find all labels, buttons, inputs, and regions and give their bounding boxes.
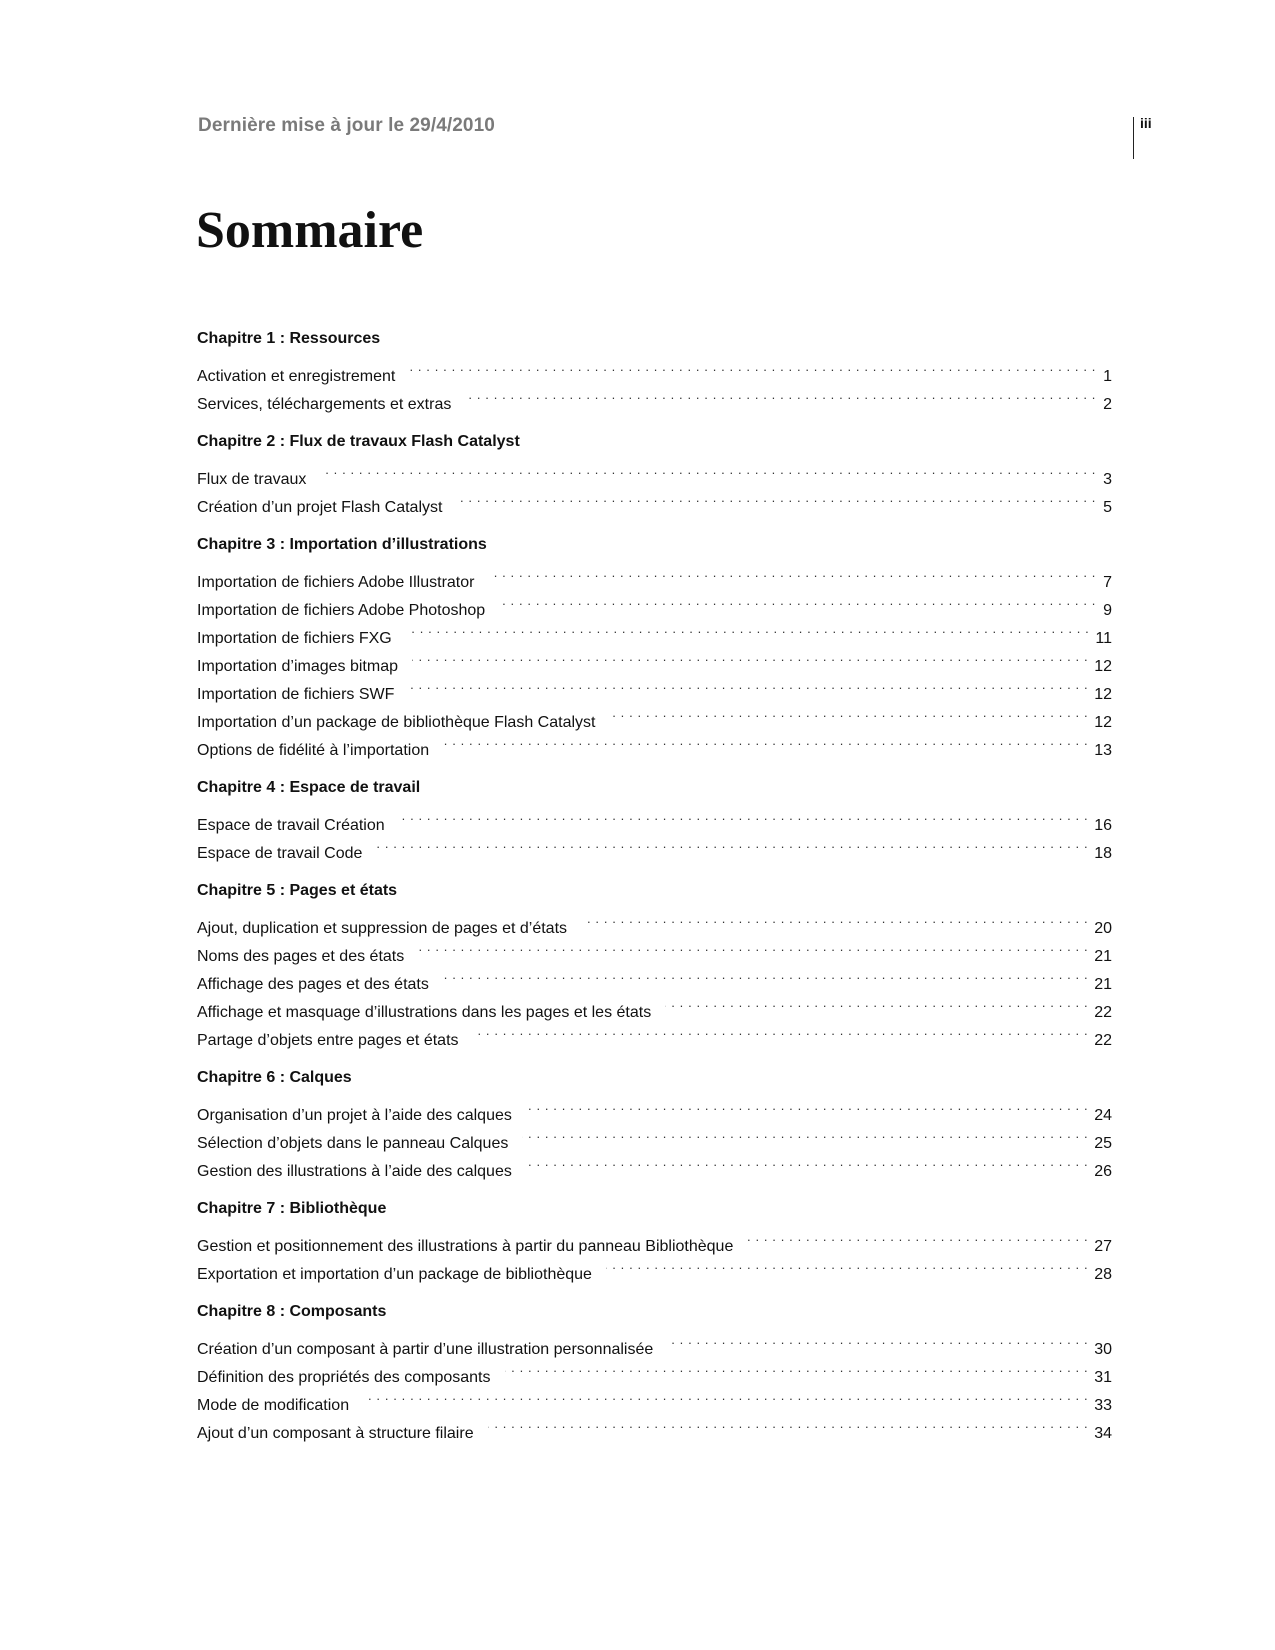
toc-entry[interactable] (197, 559, 1112, 591)
toc-entry-label: Affichage et masquage d’illustrations dans les pages et les états (197, 1004, 652, 1021)
toc-chapter (197, 877, 1112, 1049)
toc-chapter (197, 1064, 1112, 1180)
dot-leader (526, 1092, 1088, 1120)
toc-entry-label: Importation d’images bitmap (197, 658, 398, 675)
toc-entry-label: Exportation et importation d’un package de bibliothèque (197, 1266, 592, 1283)
dot-leader (667, 1326, 1088, 1354)
toc-entry-page-number: 26 (1094, 1163, 1112, 1180)
toc-entry-label: Espace de travail Création (197, 817, 385, 834)
dot-leader (609, 699, 1088, 727)
dot-leader (606, 1251, 1088, 1279)
toc-entry-label: Activation et enregistrement (197, 368, 396, 385)
toc-entry-page-number: 12 (1094, 714, 1112, 731)
toc-entry-page-number: 30 (1094, 1341, 1112, 1358)
toc-entry[interactable] (197, 1326, 1112, 1358)
toc-entry-page-number: 16 (1094, 817, 1112, 834)
toc-entry-page-number: 20 (1094, 920, 1112, 937)
header-divider (1133, 117, 1134, 159)
toc-entry-page-number: 13 (1094, 742, 1112, 759)
toc-entry-page-number: 25 (1094, 1135, 1112, 1152)
table-of-contents (197, 325, 1112, 1457)
toc-entry-label: Importation de fichiers SWF (197, 686, 395, 703)
toc-entry-page-number: 1 (1103, 368, 1112, 385)
toc-entry-label: Importation de fichiers Adobe Photoshop (197, 602, 486, 619)
toc-chapter (197, 531, 1112, 759)
toc-chapter (197, 1195, 1112, 1283)
chapter-title[interactable]: Chapitre 2 : Flux de travaux Flash Catalyst (197, 433, 520, 450)
chapter-title[interactable]: Chapitre 8 : Composants (197, 1303, 387, 1320)
toc-entry[interactable] (197, 1092, 1112, 1124)
dot-leader (320, 456, 1096, 484)
toc-chapter (197, 1298, 1112, 1442)
dot-leader (408, 671, 1088, 699)
toc-entry-page-number: 22 (1094, 1032, 1112, 1049)
toc-entry-label: Importation de fichiers Adobe Illustrator (197, 574, 475, 591)
last-update-date: Dernière mise à jour le 29/4/2010 (198, 115, 495, 136)
toc-entry-label: Flux de travaux (197, 471, 307, 488)
dot-leader (406, 615, 1090, 643)
toc-entry-page-number: 18 (1094, 845, 1112, 862)
toc-entry-label: Options de fidélité à l’importation (197, 742, 430, 759)
toc-entry-page-number: 31 (1094, 1369, 1112, 1386)
toc-entry-label: Gestion des illustrations à l’aide des calques (197, 1163, 512, 1180)
toc-chapter (197, 774, 1112, 862)
toc-entry-page-number: 12 (1094, 686, 1112, 703)
toc-entry-page-number: 9 (1103, 602, 1112, 619)
dot-leader (465, 381, 1096, 409)
toc-entry[interactable] (197, 905, 1112, 937)
toc-entry[interactable] (197, 456, 1112, 488)
toc-chapter (197, 428, 1112, 516)
dot-leader (747, 1223, 1088, 1251)
toc-entry-page-number: 28 (1094, 1266, 1112, 1283)
dot-leader (363, 1382, 1088, 1410)
toc-entry-label: Sélection d’objets dans le panneau Calques (197, 1135, 509, 1152)
toc-entry-page-number: 5 (1103, 499, 1112, 516)
toc-entry-label: Définition des propriétés des composants (197, 1369, 491, 1386)
toc-entry-page-number: 34 (1094, 1425, 1112, 1442)
dot-leader (418, 933, 1088, 961)
dot-leader (409, 353, 1096, 381)
dot-leader (376, 830, 1088, 858)
toc-entry-label: Ajout, duplication et suppression de pages et d’états (197, 920, 568, 937)
toc-chapter (197, 325, 1112, 413)
toc-entry-label: Affichage des pages et des états (197, 976, 429, 993)
toc-entry-label: Noms des pages et des états (197, 948, 405, 965)
toc-entry-page-number: 11 (1095, 630, 1112, 647)
toc-entry[interactable] (197, 484, 1112, 516)
toc-entry-page-number: 12 (1094, 658, 1112, 675)
page-number: iii (1140, 115, 1152, 131)
toc-entry[interactable] (197, 1223, 1112, 1255)
dot-leader (443, 727, 1088, 755)
dot-leader (526, 1148, 1088, 1176)
toc-entry-label: Importation d’un package de bibliothèque Flash Catalyst (197, 714, 596, 731)
toc-entry-page-number: 21 (1094, 948, 1112, 965)
dot-leader (412, 643, 1088, 671)
toc-entry-label: Services, téléchargements et extras (197, 396, 452, 413)
page-title: Sommaire (196, 202, 424, 259)
toc-entry-label: Gestion et positionnement des illustrations à partir du panneau Bibliothèque (197, 1238, 734, 1255)
toc-entry[interactable] (197, 353, 1112, 385)
toc-entry-page-number: 33 (1094, 1397, 1112, 1414)
dot-leader (488, 559, 1096, 587)
dot-leader (499, 587, 1096, 615)
toc-entry-label: Partage d’objets entre pages et états (197, 1032, 459, 1049)
toc-entry-label: Ajout d’un composant à structure filaire (197, 1425, 474, 1442)
toc-entry-page-number: 27 (1094, 1238, 1112, 1255)
toc-entry-page-number: 22 (1094, 1004, 1112, 1021)
toc-entry-page-number: 7 (1103, 574, 1112, 591)
dot-leader (399, 802, 1089, 830)
dot-leader (665, 989, 1088, 1017)
toc-entry-label: Espace de travail Code (197, 845, 363, 862)
chapter-title[interactable]: Chapitre 4 : Espace de travail (197, 779, 421, 796)
dot-leader (443, 961, 1088, 989)
chapter-title[interactable]: Chapitre 5 : Pages et états (197, 882, 398, 899)
toc-entry[interactable] (197, 802, 1112, 834)
toc-entry-page-number: 24 (1094, 1107, 1112, 1124)
toc-entry-page-number: 21 (1094, 976, 1112, 993)
chapter-title[interactable]: Chapitre 6 : Calques (197, 1069, 352, 1086)
dot-leader (488, 1410, 1089, 1438)
dot-leader (473, 1017, 1089, 1045)
toc-entry-page-number: 2 (1103, 396, 1112, 413)
chapter-title[interactable]: Chapitre 7 : Bibliothèque (197, 1200, 387, 1217)
toc-entry-label: Création d’un composant à partir d’une illustration personnalisée (197, 1341, 654, 1358)
dot-leader (456, 484, 1096, 512)
toc-entry-page-number: 3 (1103, 471, 1112, 488)
toc-entry-label: Importation de fichiers FXG (197, 630, 392, 647)
toc-entry-label: Mode de modification (197, 1397, 350, 1414)
dot-leader (522, 1120, 1088, 1148)
toc-entry-label: Organisation d’un projet à l’aide des calques (197, 1107, 512, 1124)
dot-leader (581, 905, 1088, 933)
dot-leader (505, 1354, 1089, 1382)
toc-entry-label: Création d’un projet Flash Catalyst (197, 499, 443, 516)
chapter-title[interactable]: Chapitre 3 : Importation d’illustrations (197, 536, 487, 553)
chapter-title[interactable]: Chapitre 1 : Ressources (197, 330, 381, 347)
